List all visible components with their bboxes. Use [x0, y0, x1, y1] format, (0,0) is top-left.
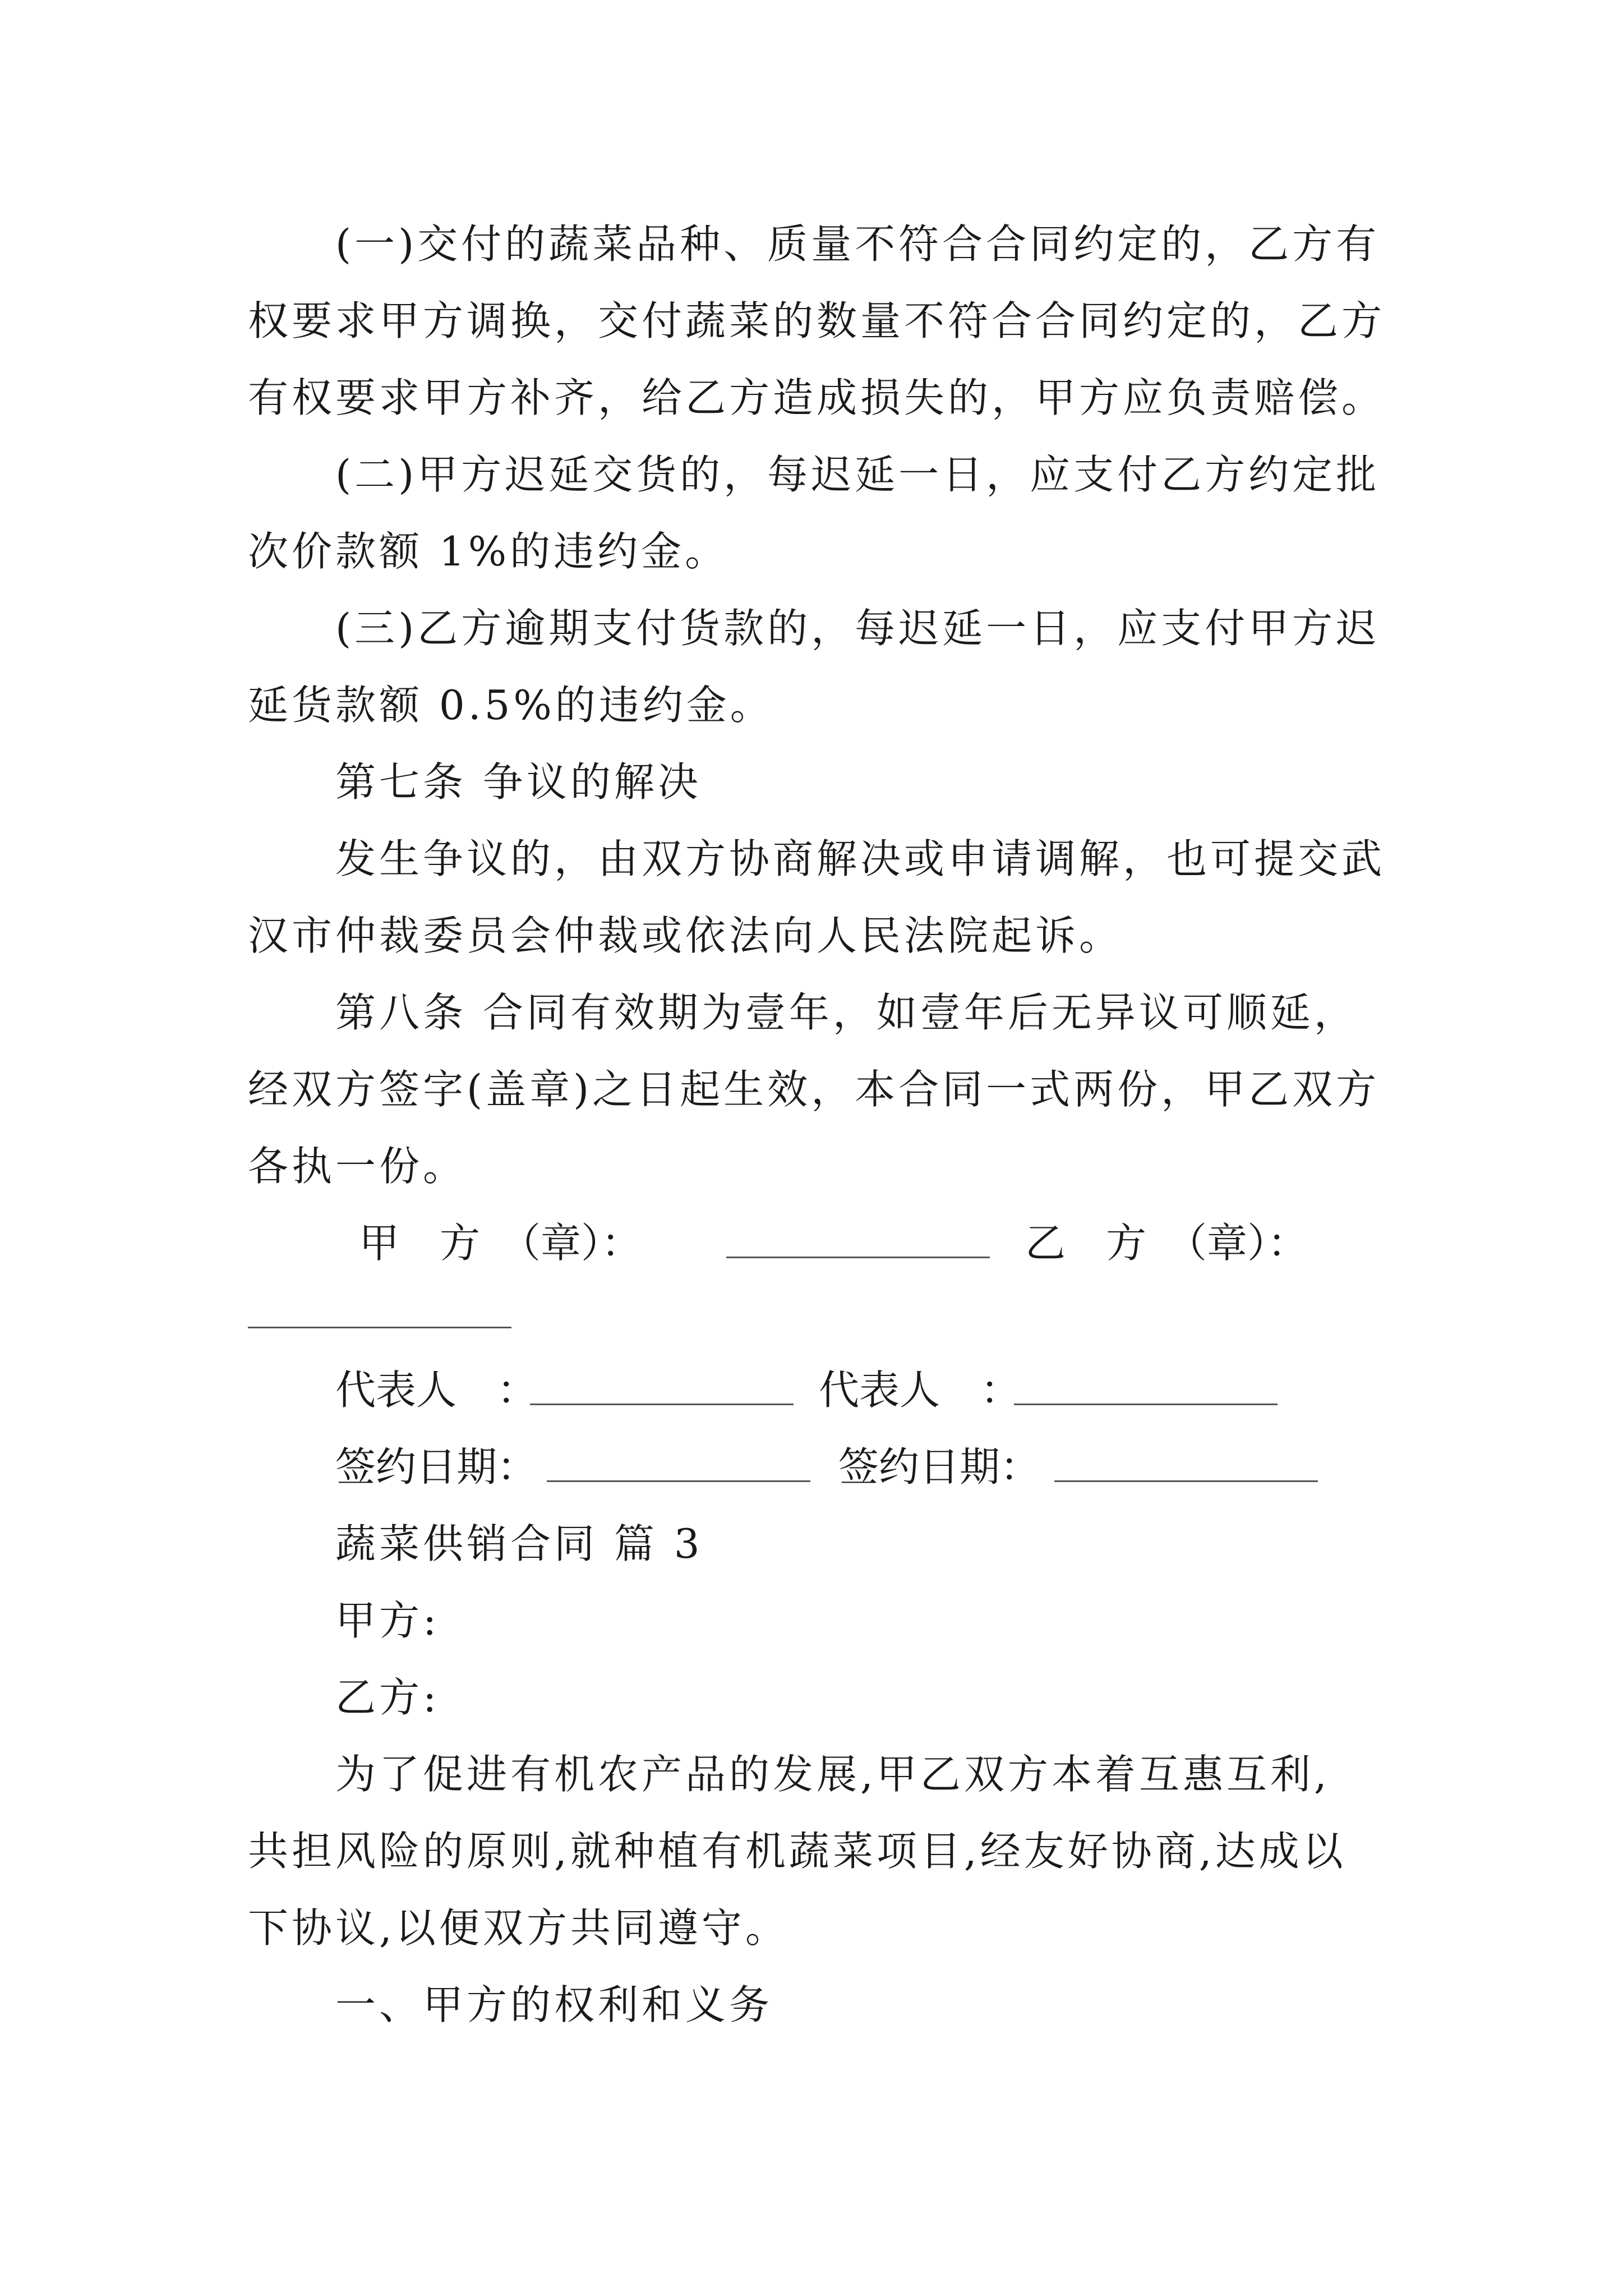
rep-b-label: 代表人 ：	[819, 1366, 1021, 1414]
article-7-heading: 第七条 争议的解决	[335, 758, 702, 806]
rep-b-blank	[1014, 1364, 1278, 1405]
contract-3-party-a: 甲方:	[335, 1597, 440, 1644]
clause-6-2-line-2: 次价款额 1%的违约金。	[248, 528, 729, 575]
clause-6-1-line-1: (一)交付的蔬菜品种、质量不符合合同约定的，乙方有	[335, 220, 1380, 268]
contract-3-intro-line-2: 共担风险的原则,就种植有机蔬菜项目,经友好协商,达成以	[248, 1828, 1347, 1875]
article-8-line-2: 经双方签字(盖章)之日起生效，本合同一式两份，甲乙双方	[248, 1066, 1380, 1113]
rep-a-blank	[530, 1364, 794, 1405]
article-8-line-3: 各执一份。	[248, 1143, 467, 1190]
contract-3-title: 蔬菜供销合同 篇 3	[335, 1520, 703, 1567]
rep-a-label: 代表人 ：	[335, 1366, 538, 1414]
contract-3-heading-1: 一、甲方的权利和义务	[335, 1981, 773, 2028]
date-b-blank	[1054, 1441, 1318, 1482]
date-a-label: 签约日期：	[335, 1443, 538, 1490]
contract-3-party-b: 乙方:	[335, 1674, 440, 1721]
article-7-line-1: 发生争议的，由双方协商解决或申请调解，也可提交武	[335, 835, 1386, 882]
party-b-seal-blank	[248, 1293, 511, 1328]
article-8-line-1: 第八条 合同有效期为壹年，如壹年后无异议可顺延，	[335, 989, 1358, 1036]
clause-6-1-line-3: 有权要求甲方补齐，给乙方造成损失的，甲方应负责赔偿。	[248, 374, 1386, 421]
clause-6-3-line-2: 延货款额 0.5%的违约金。	[248, 682, 774, 729]
article-7-line-2: 汉市仲裁委员会仲裁或依法向人民法院起诉。	[248, 912, 1123, 959]
clause-6-1-line-2: 权要求甲方调换，交付蔬菜的数量不符合合同约定的，乙方	[248, 297, 1386, 344]
party-a-seal-label: 甲 方 （章）：	[359, 1220, 642, 1267]
clause-6-2-line-1: (二)甲方迟延交货的，每迟延一日，应支付乙方约定批	[335, 451, 1380, 498]
clause-6-3-line-1: (三)乙方逾期支付货款的，每迟延一日，应支付甲方迟	[335, 605, 1380, 652]
party-a-seal-blank	[726, 1217, 990, 1258]
date-a-blank	[547, 1441, 810, 1482]
contract-3-intro-line-1: 为了促进有机农产品的发展,甲乙双方本着互惠互利,	[335, 1751, 1330, 1798]
date-b-label: 签约日期：	[838, 1443, 1041, 1490]
party-b-seal-label: 乙 方 （章）：	[1025, 1220, 1308, 1267]
contract-3-intro-line-3: 下协议,以便双方共同遵守。	[248, 1904, 789, 1952]
